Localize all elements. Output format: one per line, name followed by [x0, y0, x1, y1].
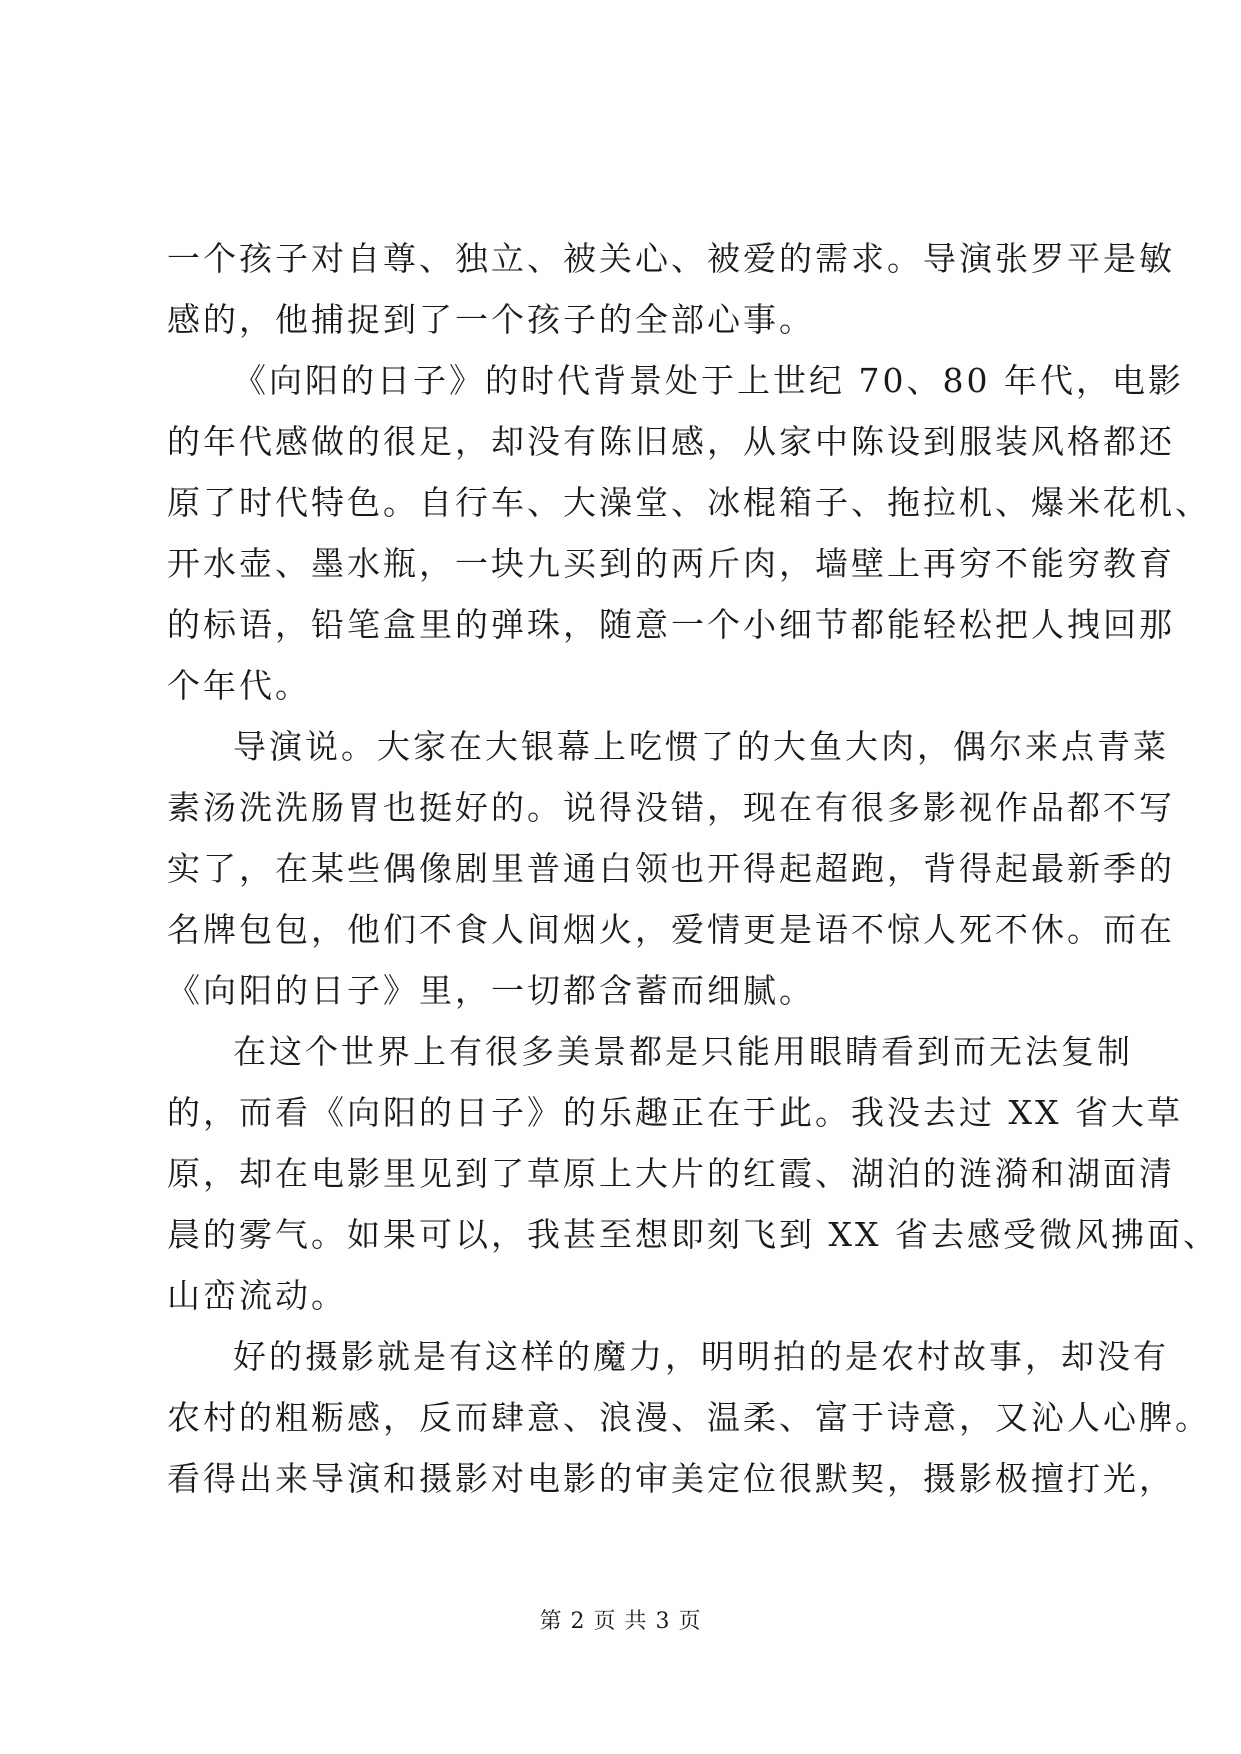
text-line: 《向阳的日子》里，一切都含蓄而细腻。 — [167, 971, 815, 1010]
text-line: 的年代感做的很足，却没有陈旧感，从家中陈设到服装风格都还 — [167, 422, 1175, 461]
text-line: 开水壶、墨水瓶，一块九买到的两斤肉，墙壁上再穷不能穷教育 — [167, 544, 1175, 583]
paragraph-1 — [167, 228, 1175, 350]
page-number-footer: 第 2 页 共 3 页 — [539, 1609, 702, 1634]
text-line: 的，而看《向阳的日子》的乐趣正在于此。我没去过 XX 省大草 — [167, 1093, 1183, 1132]
paragraph-2 — [167, 350, 1211, 716]
document-body — [167, 228, 1219, 1509]
paragraph-4 — [167, 1021, 1219, 1326]
text-line: 原，却在电影里见到了草原上大片的红霞、湖泊的涟漪和湖面清 — [167, 1154, 1175, 1193]
text-line: 导演说。大家在大银幕上吃惯了的大鱼大肉，偶尔来点青菜 — [233, 727, 1169, 766]
text-line: 的标语，铅笔盒里的弹珠，随意一个小细节都能轻松把人拽回那 — [167, 605, 1175, 644]
text-line: 一个孩子对自尊、独立、被关心、被爱的需求。导演张罗平是敏 — [167, 239, 1175, 278]
text-line: 原了时代特色。自行车、大澡堂、冰棍箱子、拖拉机、爆米花机、 — [167, 483, 1211, 522]
text-line: 看得出来导演和摄影对电影的审美定位很默契，摄影极擅打光， — [167, 1459, 1175, 1498]
text-line: 名牌包包，他们不食人间烟火，爱情更是语不惊人死不休。而在 — [167, 910, 1175, 949]
text-line: 感的，他捕捉到了一个孩子的全部心事。 — [167, 300, 815, 339]
text-line: 山峦流动。 — [167, 1276, 347, 1315]
text-line: 实了，在某些偶像剧里普通白领也开得起超跑，背得起最新季的 — [167, 849, 1175, 888]
paragraph-3 — [167, 716, 1175, 1021]
text-line: 好的摄影就是有这样的魔力，明明拍的是农村故事，却没有 — [233, 1337, 1169, 1376]
text-line: 农村的粗粝感，反而肆意、浪漫、温柔、富于诗意，又沁人心脾。 — [167, 1398, 1211, 1437]
text-line: 晨的雾气。如果可以，我甚至想即刻飞到 XX 省去感受微风拂面、 — [167, 1215, 1219, 1254]
text-line: 个年代。 — [167, 666, 311, 705]
text-line: 在这个世界上有很多美景都是只能用眼睛看到而无法复制 — [233, 1032, 1133, 1071]
paragraph-5 — [167, 1326, 1211, 1509]
text-line: 素汤洗洗肠胃也挺好的。说得没错，现在有很多影视作品都不写 — [167, 788, 1175, 827]
text-line: 《向阳的日子》的时代背景处于上世纪 70、80 年代，电影 — [233, 361, 1184, 400]
